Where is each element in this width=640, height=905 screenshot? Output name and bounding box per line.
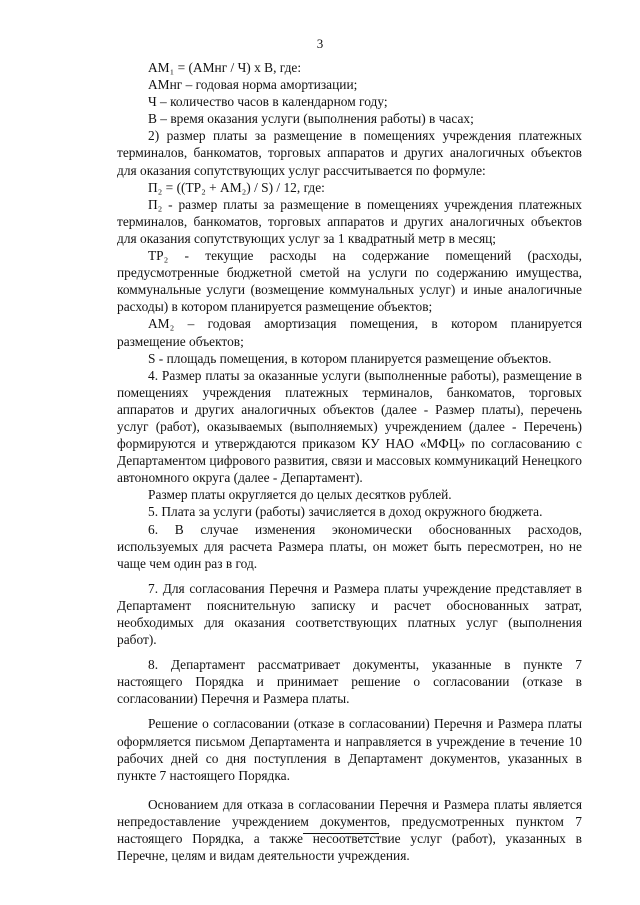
paragraph: 2) размер платы за размещение в помещениях учреждения платежных терминалов, банкоматов, торговых аппаратов и других аналогичных объектов для оказания сопутствующих услуг рассчитывается по формуле:: [117, 128, 582, 178]
paragraph: Решение о согласовании (отказе в согласовании) Перечня и Размера платы оформляется письмом Департамента и направляется в учреждение в течение 10 рабочих дней со дня поступления в Департамент документов, указанных в пункте 7 настоящего Порядка.: [117, 716, 582, 783]
document-body: [117, 59, 582, 864]
paragraph: П₂ = ((ТР₂ + АМ₂) / S) / 12, где:: [148, 179, 325, 195]
paragraph: 6. В случае изменения экономически обоснованных расходов, используемых для расчета Размера платы, он может быть пересмотрен, но не чаще чем один раз в год.: [117, 521, 582, 571]
paragraph: АМ₂ – годовая амортизация помещения, в котором планируется размещение объектов;: [117, 316, 582, 349]
paragraph: П₂ - размер платы за размещение в помещениях учреждения платежных терминалов, банкоматов, торговых аппаратов и других аналогичных объектов для оказания сопутствующих услуг за 1 квадратный метр в месяц;: [117, 196, 582, 246]
paragraph: 5. Плата за услуги (работы) зачисляется в доход окружного бюджета.: [148, 504, 543, 520]
paragraph: Размер платы округляется до целых десятков рублей.: [148, 487, 452, 503]
paragraph: Основанием для отказа в согласовании Перечня и Размера платы является непредоставление учреждением документов, предусмотренных пунктом 7 настоящего Порядка, а также несоответствие услуг (работ), указанных в Перечне, целям и видам деятельности учреждения.: [117, 796, 582, 864]
end-rule: [303, 833, 379, 834]
paragraph: АМ₁ = (АМнг / Ч) х В, где:: [148, 60, 302, 75]
paragraph: ТР₂ - текущие расходы на содержание помещений (расходы, предусмотренные бюджетной сметой на услуги по содержанию имущества, коммунальные услуги (возмещение коммунальных услуг) и иные аналогичные расходы) в котором планируется размещение объектов;: [117, 248, 582, 315]
paragraph: 8. Департамент рассматривает документы, указанные в пункте 7 настоящего Порядка и принимает решение о согласовании (отказе в согласовании) Перечня и Размера платы.: [117, 657, 582, 707]
paragraph: Ч – количество часов в календарном году;: [148, 94, 388, 110]
page-number: 3: [316, 36, 324, 51]
paragraph: 4. Размер платы за оказанные услуги (выполненные работы), размещение в помещениях учреждения платежных терминалов, банкоматов, торговых аппаратов и других аналогичных объектов (далее - Размер платы), перечень услуг (работ), оказываемых (выполняемых) учреждением (далее - Перечень) формируются и утверждаются приказом КУ НАО «МФЦ» по согласованию с Департаментом цифрового развития, связи и массовых коммуникаций Ненецкого автономного округа (далее - Департамент).: [117, 367, 582, 486]
paragraph: S - площадь помещения, в котором планируется размещение объектов.: [148, 350, 552, 366]
paragraph: В – время оказания услуги (выполнения работы) в часах;: [148, 111, 474, 127]
paragraph: АМнг – годовая норма амортизации;: [148, 77, 358, 93]
paragraph: 7. Для согласования Перечня и Размера платы учреждение представляет в Департамент пояснительную записку и расчет обоснованных затрат, необходимых для оказания соответствующих платных услуг (выполнения работ).: [117, 580, 582, 648]
